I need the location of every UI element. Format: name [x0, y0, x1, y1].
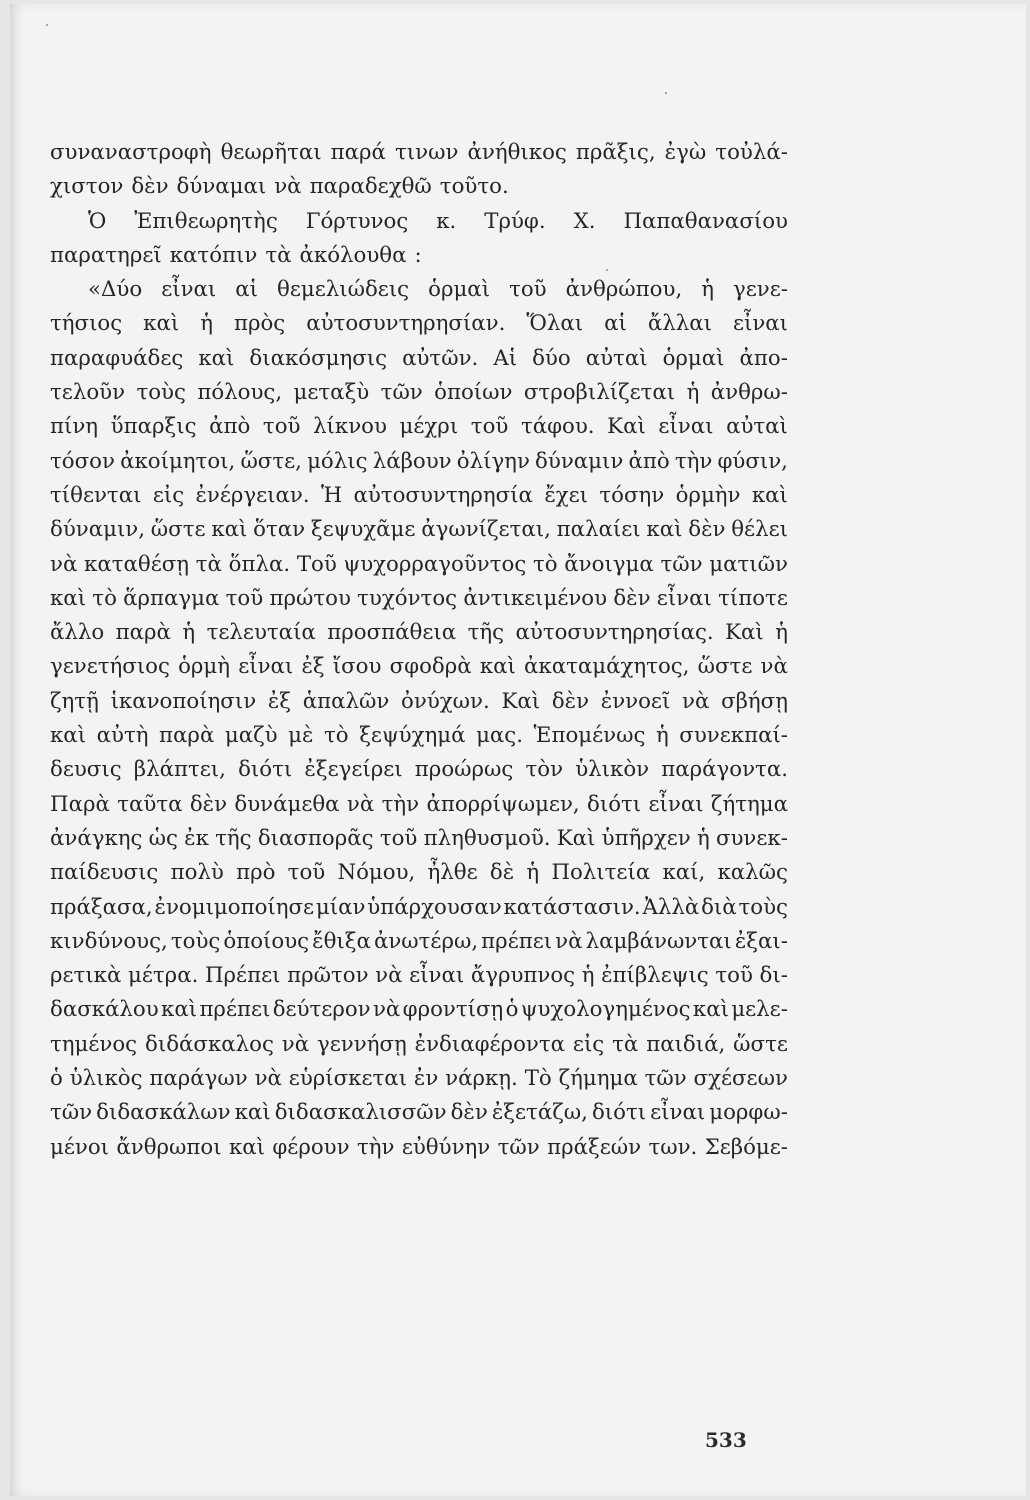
text-line: πίνη ὕπαρξις ἀπὸ τοῦ λίκνου μέχρι τοῦ τάφου. Καὶ εἶναι αὐταὶ — [50, 414, 788, 440]
text-line: ζητῇ ἱκανοποίησιν ἐξ ἁπαλῶν ὀνύχων. Καὶ δὲν ἐννοεῖ νὰ σβήσῃ — [50, 688, 788, 714]
text-line: πράξασα, ἐνομιμοποίησε μίαν ὑπάρχουσαν κατάστασιν. Ἀλλὰ διὰ τοὺς — [50, 894, 788, 920]
text-line: ὁ ὑλικὸς παράγων νὰ εὑρίσκεται ἐν νάρκῃ. Τὸ ζήμημα τῶν σχέσεων — [50, 1066, 788, 1092]
text-line: καὶ τὸ ἅρπαγμα τοῦ πρώτου τυχόντος ἀντικειμένου δὲν εἶναι τίποτε — [50, 585, 788, 611]
text-line: τῶν διδασκάλων καὶ διδασκαλισσῶν δὲν ἐξετάζω, διότι εἶναι μορφω- — [50, 1100, 788, 1126]
text-line: παίδευσις πολὺ πρὸ τοῦ Νόμου, ἦλθε δὲ ἡ Πολιτεία καί, καλῶς — [50, 860, 788, 886]
text-line: χιστον δὲν δύναμαι νὰ παραδεχθῶ τοῦτο. — [50, 174, 509, 200]
text-line: τόσον ἀκοίμητοι, ὥστε, μόλις λάβουν ὀλίγην δύναμιν ἀπὸ τὴν φύσιν, — [50, 448, 788, 474]
body-text — [50, 136, 788, 1165]
text-line: μένοι ἄνθρωποι καὶ φέρουν τὴν εὐθύνην τῶν πράξεών των. Σεβόμε- — [50, 1134, 788, 1160]
text-line: τημένος διδάσκαλος νὰ γεννήσῃ ἐνδιαφέροντα εἰς τὰ παιδιά, ὥστε — [50, 1031, 788, 1057]
text-line: γενετήσιος ὁρμὴ εἶναι ἐξ ἴσου σφοδρὰ καὶ ἀκαταμάχητος, ὥστε νὰ — [50, 654, 788, 680]
text-line: δασκάλου καὶ πρέπει δεύτερον νὰ φροντίσῃ ὁ ψυχολογημένος καὶ μελε- — [50, 997, 788, 1023]
text-line: δύναμιν, ὥστε καὶ ὅταν ξεψυχᾶμε ἀγωνίζεται, παλαίει καὶ δὲν θέλει — [50, 517, 788, 543]
text-line: ἀνάγκης ὡς ἐκ τῆς διασπορᾶς τοῦ πληθυσμοῦ. Καὶ ὑπῆρχεν ἡ συνεκ- — [50, 825, 788, 851]
text-line: ἄλλο παρὰ ἡ τελευταία προσπάθεια τῆς αὐτοσυντηρησίας. Καὶ ἡ — [50, 620, 788, 646]
text-line: «Δύο εἶναι αἱ θεμελιώδεις ὁρμαὶ τοῦ ἀνθρώπου, ἡ γενε- — [88, 277, 788, 303]
speck — [606, 269, 608, 271]
text-line: κινδύνους, τοὺς ὁποίους ἔθιξα ἀνωτέρω, πρέπει νὰ λαμβάνωνται ἐξαι- — [50, 928, 788, 954]
book-page — [10, 4, 1026, 1496]
text-line: συναναστροφὴ θεωρῆται παρά τινων ἀνήθικος πρᾶξις, ἐγὼ τοὐλά- — [50, 140, 788, 165]
page-number: 533 — [705, 1428, 747, 1452]
text-line: παραφυάδες καὶ διακόσμησις αὐτῶν. Αἱ δύο αὐταὶ ὁρμαὶ ἀπο- — [50, 345, 788, 371]
text-line: τήσιος καὶ ἡ πρὸς αὐτοσυντηρησίαν. Ὅλαι αἱ ἄλλαι εἶναι — [50, 311, 788, 337]
speck — [665, 92, 667, 94]
text-line: Ὁ Ἐπιθεωρητὴς Γόρτυνος κ. Τρύφ. Χ. Παπαθανασίου — [88, 208, 788, 234]
speck — [46, 24, 48, 26]
text-line: ρετικὰ μέτρα. Πρέπει πρῶτον νὰ εἶναι ἄγρυπνος ἡ ἐπίβλεψις τοῦ δι- — [50, 963, 788, 989]
text-line: τελοῦν τοὺς πόλους, μεταξὺ τῶν ὁποίων στροβιλίζεται ἡ ἀνθρω- — [50, 380, 788, 406]
text-line: δευσις βλάπτει, διότι ἐξεγείρει προώρως τὸν ὑλικὸν παράγοντα. — [50, 757, 788, 783]
text-line: τίθενται εἰς ἐνέργειαν. Ἡ αὐτοσυντηρησία ἔχει τόσην ὁρμὴν καὶ — [50, 482, 788, 508]
text-line: Παρὰ ταῦτα δὲν δυνάμεθα νὰ τὴν ἀπορρίψωμεν, διότι εἶναι ζήτημα — [50, 791, 788, 817]
text-line: καὶ αὐτὴ παρὰ μαζὺ μὲ τὸ ξεψύχημά μας. Ἑπομένως ἡ συνεκπαί- — [50, 723, 788, 749]
text-line: παρατηρεῖ κατόπιν τὰ ἀκόλουθα : — [50, 242, 422, 268]
text-line: νὰ καταθέσῃ τὰ ὅπλα. Τοῦ ψυχορραγοῦντος τὸ ἄνοιγμα τῶν ματιῶν — [50, 551, 788, 577]
